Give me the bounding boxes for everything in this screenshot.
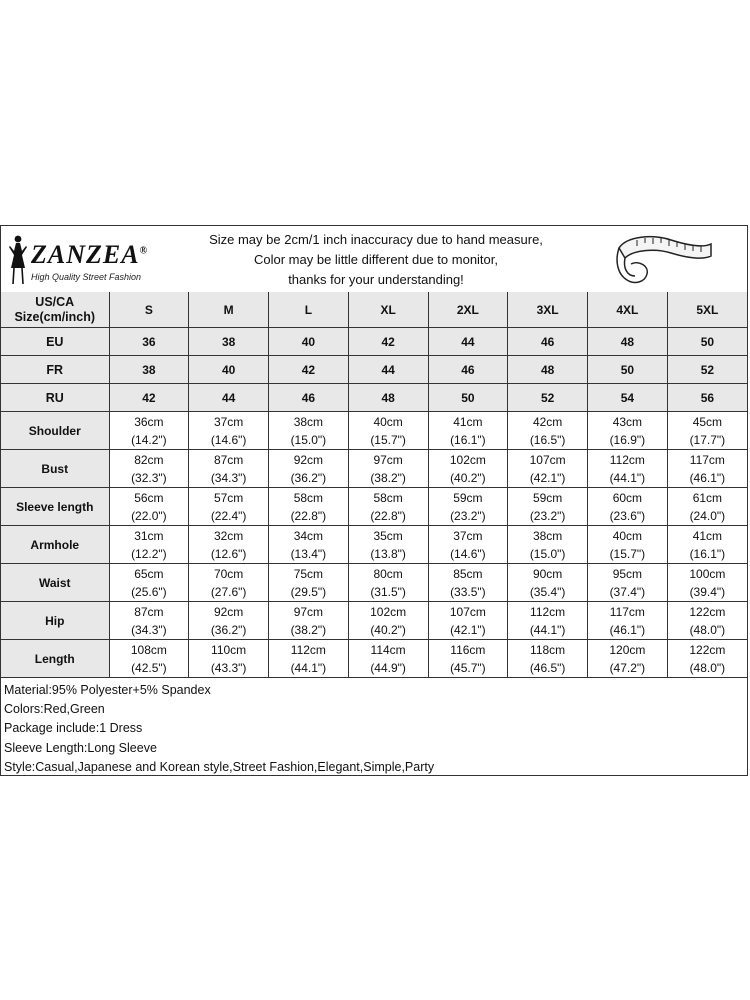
size-code-cell: 42 bbox=[269, 356, 349, 384]
measurement-cell bbox=[508, 640, 588, 678]
value-cm: 92cm bbox=[293, 452, 324, 467]
value-inch: (40.2") bbox=[450, 470, 486, 485]
size-header-cell: 3XL bbox=[508, 292, 588, 328]
value-inch: (17.7") bbox=[689, 432, 726, 447]
value-inch: (16.9") bbox=[609, 432, 646, 447]
product-spec bbox=[1, 677, 747, 777]
measurement-cell bbox=[508, 488, 588, 526]
value-inch: (24.0") bbox=[689, 508, 726, 523]
size-code-cell: 48 bbox=[348, 384, 428, 412]
value-inch: (42.5") bbox=[131, 660, 167, 675]
value-cm: 118cm bbox=[530, 642, 566, 657]
value-cm: 114cm bbox=[370, 642, 406, 657]
size-header-row bbox=[1, 292, 747, 328]
value-inch: (46.1") bbox=[689, 470, 726, 485]
value-inch: (23.2") bbox=[529, 508, 566, 523]
measurement-cell bbox=[667, 450, 747, 488]
spec-line: Sleeve Length:Long Sleeve bbox=[4, 740, 157, 755]
value-inch: (42.1") bbox=[450, 622, 486, 637]
value-inch: (36.2") bbox=[210, 622, 247, 637]
row-label: Armhole bbox=[1, 526, 109, 564]
row-label: Length bbox=[1, 640, 109, 678]
measurement-cell bbox=[588, 602, 668, 640]
measurement-cell bbox=[109, 488, 189, 526]
value-cm: 41cm bbox=[692, 528, 723, 543]
size-code-cell: 54 bbox=[588, 384, 668, 412]
value-cm: 87cm bbox=[213, 452, 244, 467]
measurement-cell bbox=[428, 412, 508, 450]
measurement-cell bbox=[109, 564, 189, 602]
measurement-row bbox=[1, 564, 747, 602]
value-cm: 102cm bbox=[370, 604, 407, 619]
measurement-cell bbox=[428, 526, 508, 564]
size-code-cell: 52 bbox=[508, 384, 588, 412]
measurement-cell bbox=[588, 564, 668, 602]
value-cm: 97cm bbox=[373, 452, 403, 467]
value-inch: (13.4") bbox=[290, 546, 327, 561]
value-cm: 65cm bbox=[134, 566, 164, 581]
measurement-cell bbox=[348, 640, 428, 678]
size-code-cell: 44 bbox=[428, 328, 508, 356]
value-inch: (16.1") bbox=[689, 546, 726, 561]
value-inch: (44.1") bbox=[290, 660, 327, 675]
measurement-cell bbox=[189, 450, 269, 488]
value-inch: (43.3") bbox=[210, 660, 247, 675]
size-header-cell: 5XL bbox=[667, 292, 747, 328]
measurement-cell bbox=[189, 412, 269, 450]
measurement-cell bbox=[667, 488, 747, 526]
value-cm: 59cm bbox=[453, 490, 483, 505]
value-cm: 31cm bbox=[134, 528, 164, 543]
size-code-cell: 36 bbox=[109, 328, 189, 356]
value-cm: 58cm bbox=[373, 490, 403, 505]
row-label: EU bbox=[1, 328, 109, 356]
size-code-cell: 40 bbox=[189, 356, 269, 384]
size-code-cell: 38 bbox=[189, 328, 269, 356]
chart-header bbox=[1, 226, 747, 293]
measurement-cell bbox=[428, 450, 508, 488]
value-cm: 61cm bbox=[692, 490, 723, 505]
note-line: Size may be 2cm/1 inch inaccuracy due to hand measure, bbox=[209, 232, 543, 247]
value-inch: (42.1") bbox=[529, 470, 566, 485]
value-inch: (31.5") bbox=[370, 584, 406, 599]
value-inch: (40.2") bbox=[370, 622, 406, 637]
measurement-cell bbox=[348, 450, 428, 488]
value-inch: (44.1") bbox=[609, 470, 646, 485]
value-cm: 59cm bbox=[532, 490, 563, 505]
measurement-row bbox=[1, 412, 747, 450]
value-cm: 116cm bbox=[450, 642, 486, 657]
measurement-cell bbox=[588, 412, 668, 450]
value-cm: 107cm bbox=[449, 604, 486, 619]
value-inch: (13.8") bbox=[370, 546, 406, 561]
woman-silhouette-icon bbox=[5, 234, 31, 286]
value-cm: 112cm bbox=[290, 642, 326, 657]
size-code-cell: 50 bbox=[428, 384, 508, 412]
size-code-cell: 42 bbox=[109, 384, 189, 412]
value-cm: 95cm bbox=[612, 566, 643, 581]
value-inch: (47.2") bbox=[609, 660, 646, 675]
measurement-cell bbox=[109, 412, 189, 450]
brand-tagline: High Quality Street Fashion bbox=[31, 272, 142, 282]
row-label: Sleeve length bbox=[1, 488, 109, 526]
value-cm: 110cm bbox=[211, 642, 247, 657]
measurement-cell bbox=[109, 450, 189, 488]
value-inch: (44.1") bbox=[529, 622, 566, 637]
measurement-cell bbox=[109, 526, 189, 564]
value-inch: (46.1") bbox=[609, 622, 646, 637]
size-code-cell: 46 bbox=[508, 328, 588, 356]
value-inch: (12.2") bbox=[131, 546, 167, 561]
value-inch: (33.5") bbox=[450, 584, 486, 599]
value-inch: (25.6") bbox=[131, 584, 167, 599]
measurement-cell bbox=[269, 602, 349, 640]
measurement-row bbox=[1, 526, 747, 564]
row-label: Hip bbox=[1, 602, 109, 640]
spec-line: Colors:Red,Green bbox=[4, 702, 105, 717]
value-cm: 100cm bbox=[689, 566, 726, 581]
value-cm: 60cm bbox=[612, 490, 643, 505]
measurement-cell bbox=[508, 564, 588, 602]
value-cm: 41cm bbox=[453, 414, 483, 429]
measurement-cell bbox=[428, 488, 508, 526]
value-inch: (48.0") bbox=[689, 660, 726, 675]
size-code-cell: 44 bbox=[348, 356, 428, 384]
measurement-cell bbox=[667, 564, 747, 602]
size-code-row bbox=[1, 328, 747, 356]
value-cm: 34cm bbox=[293, 528, 324, 543]
value-cm: 58cm bbox=[293, 490, 324, 505]
measurement-cell bbox=[508, 412, 588, 450]
size-code-cell: 46 bbox=[269, 384, 349, 412]
size-code-cell: 52 bbox=[667, 356, 747, 384]
size-table bbox=[1, 292, 747, 678]
measurement-cell bbox=[348, 488, 428, 526]
note-line: Color may be little different due to monitor, bbox=[254, 252, 498, 267]
value-inch: (22.0") bbox=[131, 508, 167, 523]
size-code-cell: 48 bbox=[588, 328, 668, 356]
measurement-cell bbox=[428, 564, 508, 602]
measurement-row bbox=[1, 602, 747, 640]
measurement-cell bbox=[269, 412, 349, 450]
measurement-cell bbox=[588, 488, 668, 526]
value-inch: (12.6") bbox=[210, 546, 247, 561]
measurement-row bbox=[1, 488, 747, 526]
measurement-cell bbox=[189, 526, 269, 564]
value-inch: (16.1") bbox=[450, 432, 486, 447]
measurement-cell bbox=[189, 564, 269, 602]
size-code-cell: 50 bbox=[588, 356, 668, 384]
measurement-cell bbox=[348, 602, 428, 640]
value-cm: 36cm bbox=[134, 414, 164, 429]
value-cm: 97cm bbox=[293, 604, 324, 619]
measurement-cell bbox=[667, 640, 747, 678]
measurement-cell bbox=[667, 412, 747, 450]
measurement-cell bbox=[588, 450, 668, 488]
measurement-cell bbox=[428, 640, 508, 678]
value-cm: 40cm bbox=[612, 528, 643, 543]
size-header-cell: S bbox=[109, 292, 189, 328]
measurement-cell bbox=[508, 602, 588, 640]
value-cm: 37cm bbox=[453, 528, 483, 543]
value-inch: (27.6") bbox=[210, 584, 247, 599]
measurement-cell bbox=[109, 640, 189, 678]
measurement-cell bbox=[269, 564, 349, 602]
measurement-cell bbox=[508, 526, 588, 564]
measurement-row bbox=[1, 450, 747, 488]
brand-logo bbox=[5, 232, 155, 288]
value-inch: (14.2") bbox=[131, 432, 167, 447]
value-inch: (39.4") bbox=[689, 584, 726, 599]
value-inch: (35.4") bbox=[529, 584, 566, 599]
value-inch: (45.7") bbox=[450, 660, 486, 675]
size-code-cell: 56 bbox=[667, 384, 747, 412]
measurement-row bbox=[1, 640, 747, 678]
value-cm: 56cm bbox=[134, 490, 164, 505]
row-label: RU bbox=[1, 384, 109, 412]
value-cm: 38cm bbox=[532, 528, 563, 543]
note-line: thanks for your understanding! bbox=[288, 272, 464, 287]
value-inch: (14.6") bbox=[210, 432, 247, 447]
value-cm: 108cm bbox=[130, 642, 167, 657]
size-code-cell: 48 bbox=[508, 356, 588, 384]
size-chart bbox=[0, 225, 748, 776]
measurement-cell bbox=[189, 488, 269, 526]
size-header-cell: 2XL bbox=[428, 292, 508, 328]
value-cm: 112cm bbox=[530, 604, 566, 619]
value-cm: 112cm bbox=[609, 452, 645, 467]
measurement-cell bbox=[667, 526, 747, 564]
value-cm: 122cm bbox=[689, 604, 726, 619]
value-inch: (22.8") bbox=[370, 508, 406, 523]
value-cm: 32cm bbox=[213, 528, 244, 543]
value-inch: (15.7") bbox=[370, 432, 406, 447]
value-cm: 92cm bbox=[213, 604, 244, 619]
value-cm: 80cm bbox=[373, 566, 403, 581]
value-cm: 85cm bbox=[453, 566, 483, 581]
size-code-cell: 46 bbox=[428, 356, 508, 384]
measurement-cell bbox=[269, 450, 349, 488]
spec-line: Material:95% Polyester+5% Spandex bbox=[4, 683, 211, 697]
measurement-cell bbox=[189, 602, 269, 640]
value-inch: (38.2") bbox=[370, 470, 406, 485]
measurement-cell bbox=[269, 488, 349, 526]
value-cm: 117cm bbox=[609, 604, 645, 619]
value-inch: (15.0") bbox=[529, 546, 566, 561]
measurement-cell bbox=[269, 526, 349, 564]
spec-line: Style:Casual,Japanese and Korean style,Street Fashion,Elegant,Simple,Party bbox=[4, 759, 435, 774]
value-cm: 40cm bbox=[373, 414, 403, 429]
value-cm: 117cm bbox=[689, 452, 725, 467]
value-cm: 90cm bbox=[532, 566, 563, 581]
measurement-cell bbox=[428, 602, 508, 640]
measurement-cell bbox=[588, 640, 668, 678]
value-cm: 87cm bbox=[134, 604, 164, 619]
value-inch: (22.8") bbox=[290, 508, 327, 523]
value-inch: (34.3") bbox=[210, 470, 247, 485]
value-inch: (29.5") bbox=[290, 584, 327, 599]
size-code-row bbox=[1, 356, 747, 384]
value-inch: (32.3") bbox=[131, 470, 167, 485]
row-label: Bust bbox=[1, 450, 109, 488]
value-inch: (38.2") bbox=[290, 622, 327, 637]
measurement-cell bbox=[189, 640, 269, 678]
measurement-cell bbox=[269, 640, 349, 678]
value-cm: 37cm bbox=[213, 414, 244, 429]
value-inch: (23.6") bbox=[609, 508, 646, 523]
value-inch: (48.0") bbox=[689, 622, 726, 637]
value-cm: 82cm bbox=[134, 452, 164, 467]
value-cm: 38cm bbox=[293, 414, 324, 429]
size-header-cell: XL bbox=[348, 292, 428, 328]
value-inch: (46.5") bbox=[529, 660, 566, 675]
value-inch: (22.4") bbox=[210, 508, 247, 523]
value-inch: (23.2") bbox=[450, 508, 486, 523]
value-cm: 35cm bbox=[373, 528, 403, 543]
value-cm: 70cm bbox=[213, 566, 244, 581]
size-code-cell: 40 bbox=[269, 328, 349, 356]
value-inch: (16.5") bbox=[529, 432, 566, 447]
measurement-cell bbox=[348, 412, 428, 450]
value-cm: 122cm bbox=[689, 642, 726, 657]
value-inch: (14.6") bbox=[450, 546, 486, 561]
value-cm: 45cm bbox=[692, 414, 723, 429]
size-header-label: US/CA Size(cm/inch) bbox=[1, 292, 109, 328]
row-label: Waist bbox=[1, 564, 109, 602]
size-header-cell: L bbox=[269, 292, 349, 328]
brand-name: ZANZEA® bbox=[31, 240, 149, 269]
value-inch: (15.0") bbox=[290, 432, 327, 447]
value-inch: (15.7") bbox=[609, 546, 646, 561]
measure-note bbox=[171, 230, 581, 290]
measuring-tape-icon bbox=[613, 230, 715, 288]
spec-line: Package include:1 Dress bbox=[4, 721, 143, 736]
size-code-cell: 44 bbox=[189, 384, 269, 412]
size-code-cell: 42 bbox=[348, 328, 428, 356]
measurement-cell bbox=[348, 526, 428, 564]
size-code-cell: 50 bbox=[667, 328, 747, 356]
measurement-cell bbox=[588, 526, 668, 564]
measurement-cell bbox=[508, 450, 588, 488]
measurement-cell bbox=[667, 602, 747, 640]
value-cm: 107cm bbox=[529, 452, 566, 467]
value-cm: 75cm bbox=[293, 566, 324, 581]
size-header-cell: M bbox=[189, 292, 269, 328]
value-cm: 43cm bbox=[612, 414, 643, 429]
measurement-cell bbox=[109, 602, 189, 640]
value-inch: (44.9") bbox=[370, 660, 406, 675]
value-cm: 102cm bbox=[449, 452, 486, 467]
value-cm: 42cm bbox=[532, 414, 563, 429]
row-label: Shoulder bbox=[1, 412, 109, 450]
value-cm: 57cm bbox=[213, 490, 244, 505]
size-header-cell: 4XL bbox=[588, 292, 668, 328]
row-label: FR bbox=[1, 356, 109, 384]
value-inch: (36.2") bbox=[290, 470, 327, 485]
measurement-cell bbox=[348, 564, 428, 602]
size-code-cell: 38 bbox=[109, 356, 189, 384]
value-inch: (37.4") bbox=[609, 584, 646, 599]
value-cm: 120cm bbox=[609, 642, 646, 657]
size-code-row bbox=[1, 384, 747, 412]
value-inch: (34.3") bbox=[131, 622, 167, 637]
